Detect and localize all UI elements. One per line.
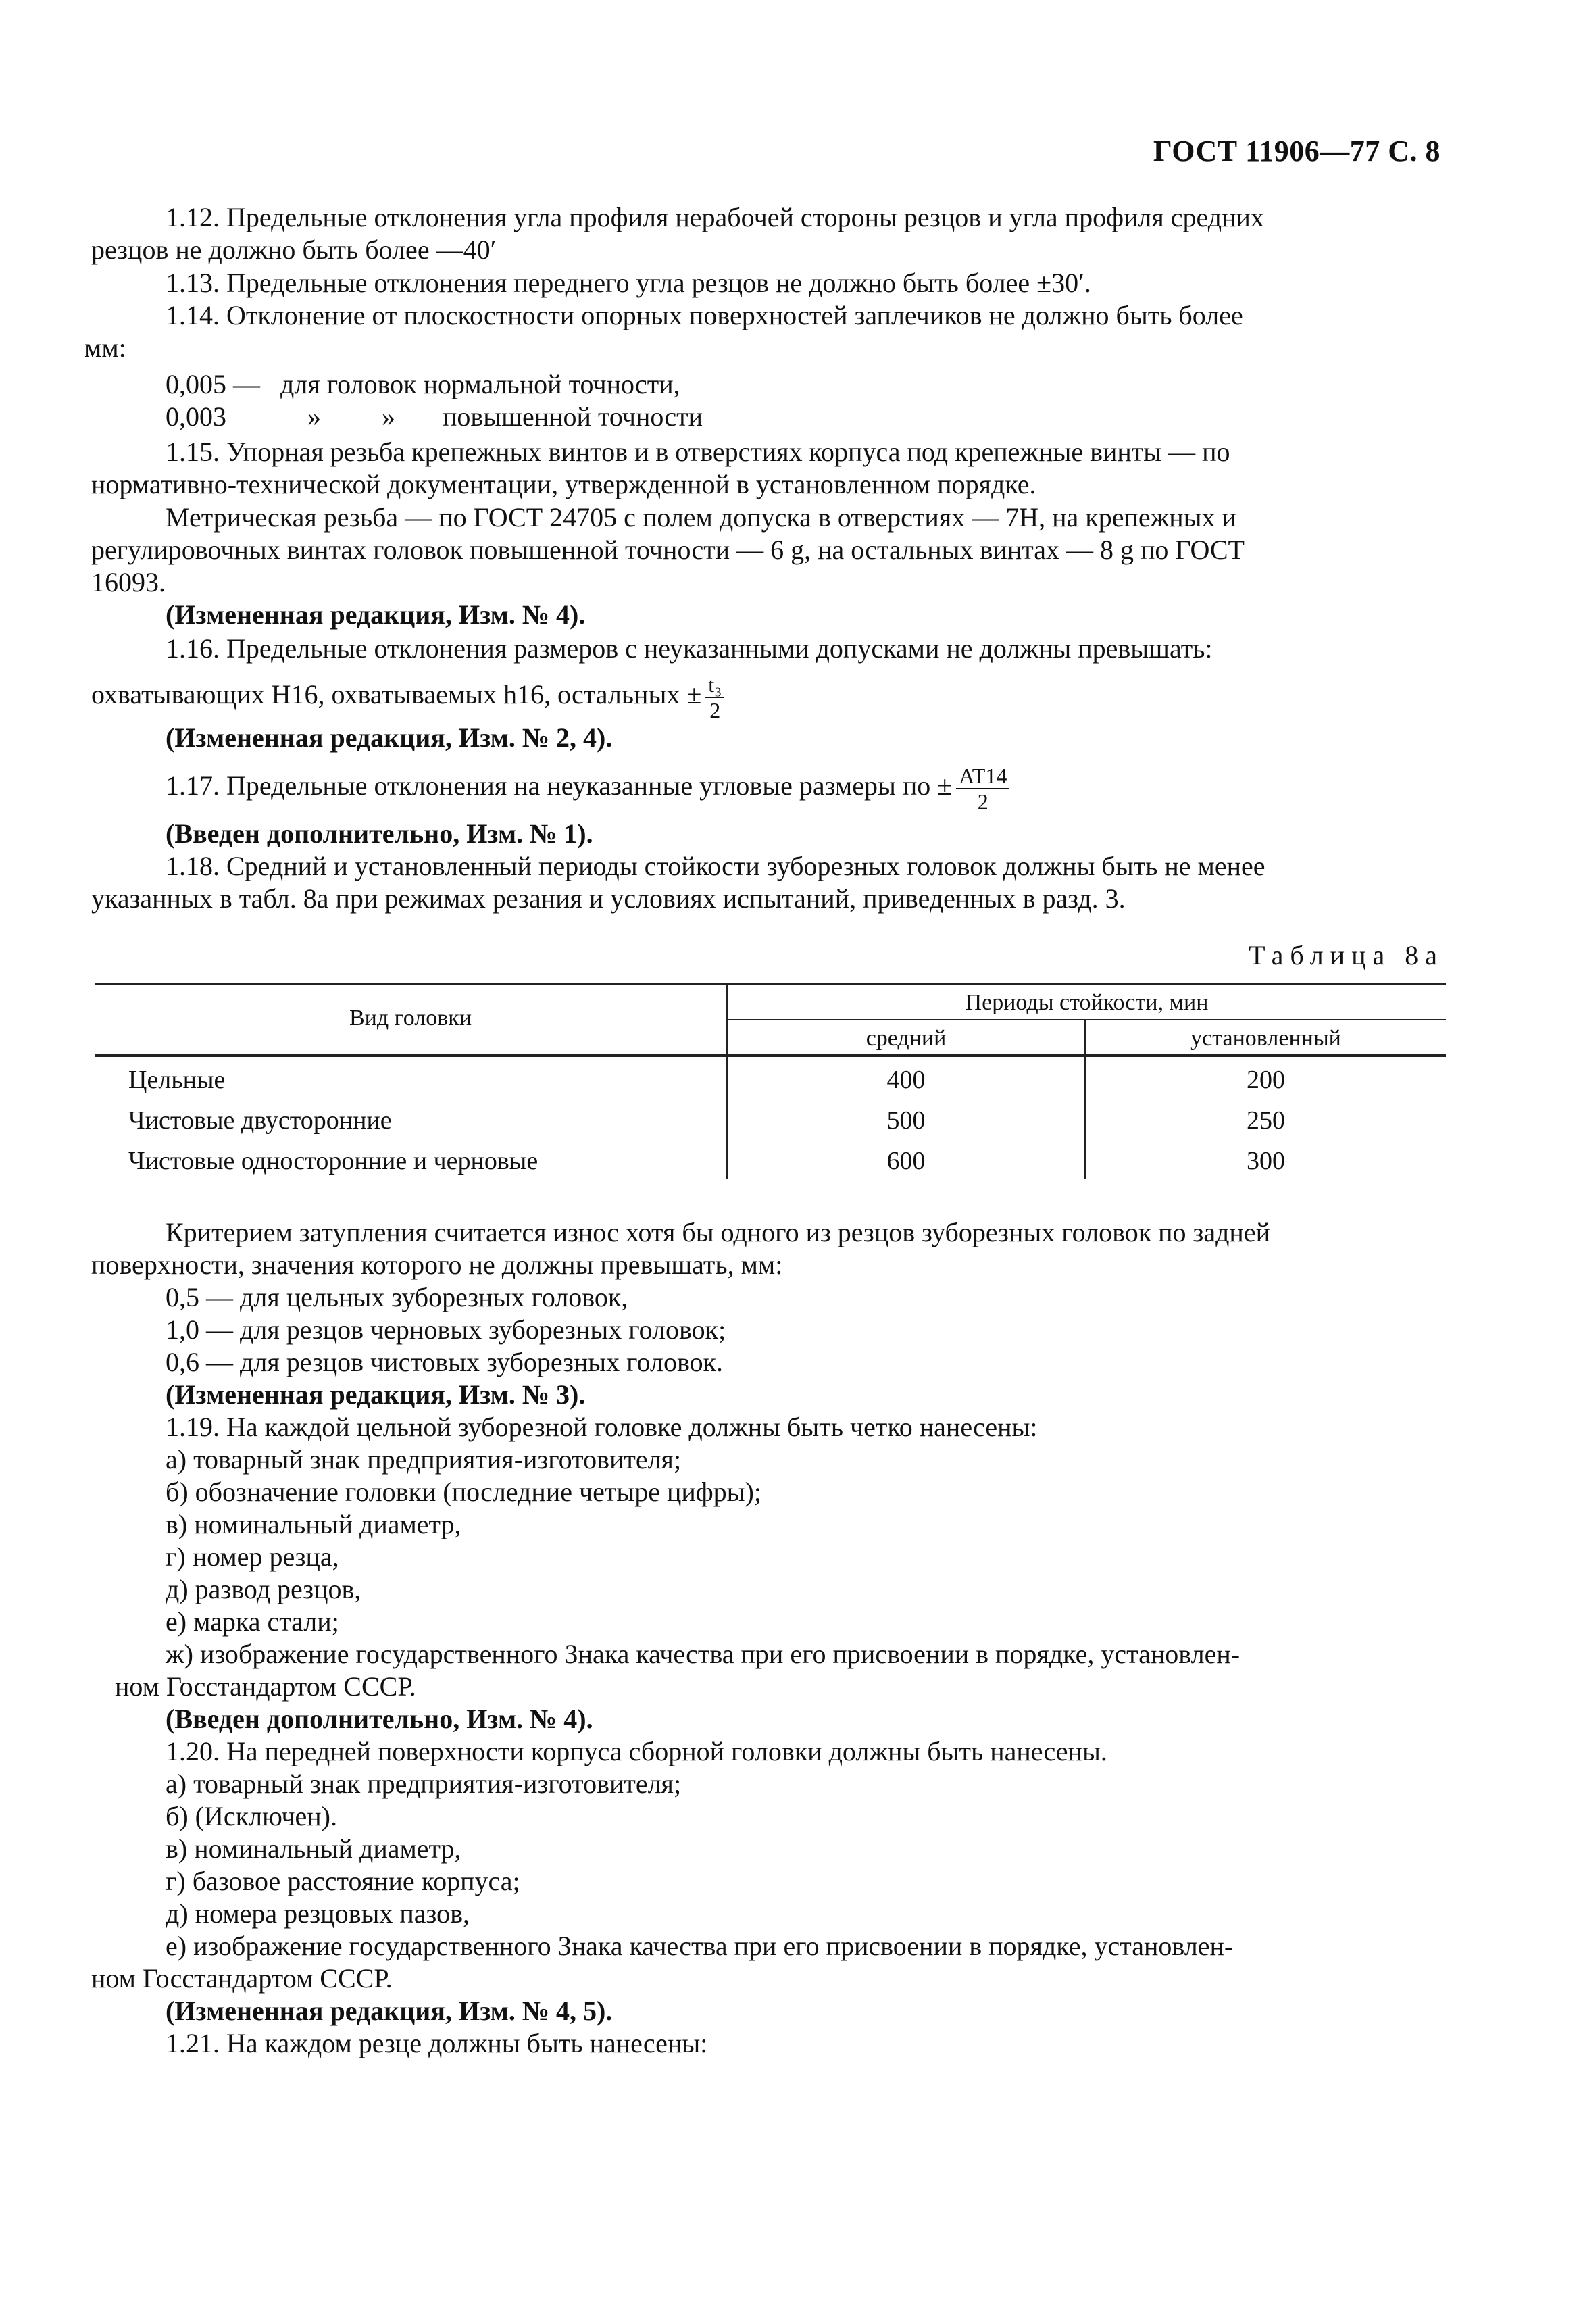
list-item: е) изображение государственного Знака качества при его присвоении в порядке, установлен- — [166, 1931, 1234, 1961]
table-col-head: Вид головки — [349, 1006, 472, 1031]
table-group-head: Периоды стойкости, мин — [965, 990, 1209, 1015]
list-item: а) товарный знак предприятия-изготовителя; — [166, 1769, 682, 1799]
list-item: в) номинальный диаметр, — [166, 1833, 461, 1864]
list-item-cont: ном Госстандартом СССР. — [91, 1963, 393, 1994]
para-1-14-line1: 1.14. Отклонение от плоскостности опорных поверхностей заплечиков не должно быть более — [166, 300, 1243, 330]
para-wear-line2: поверхности, значения которого не должны превышать, мм: — [91, 1250, 783, 1280]
fraction-denominator: 2 — [977, 789, 988, 814]
amendment-note: (Измененная редакция, Изм. № 3). — [166, 1379, 586, 1410]
para-1-15-line2: нормативно-технической документации, утвержденной в установленном порядке. — [91, 469, 1036, 499]
list-item: д) развод резцов, — [166, 1574, 361, 1604]
para-1-17 — [166, 764, 1009, 814]
table-header-rule — [95, 1054, 1446, 1057]
table-caption: Таблица 8а — [1249, 940, 1444, 970]
list-item: д) номера резцовых пазов, — [166, 1898, 470, 1929]
para-metric-line2: регулировочных винтах головок повышенной точности — 6 g, на остальных винтах — 8 g по ГОСТ — [91, 535, 1245, 565]
para-1-14-b-quote1: » — [307, 401, 321, 432]
fraction-denominator: 2 — [709, 698, 721, 722]
list-item: б) обозначение головки (последние четыре цифры); — [166, 1477, 761, 1507]
table-sub-head-set: установленный — [1190, 1026, 1341, 1051]
amendment-note: (Измененная редакция, Изм. № 2, 4). — [166, 722, 613, 753]
para-1-14-b-quote2: » — [382, 401, 395, 432]
para-1-14-line2: мм: — [84, 332, 126, 363]
table-top-rule — [95, 983, 1446, 985]
fraction-numerator: t₃ — [705, 672, 724, 698]
wear-item: 1,0 — для резцов черновых зуборезных головок; — [166, 1314, 726, 1345]
para-metric-line1: Метрическая резьба — по ГОСТ 24705 с полем допуска в отверстиях — 7Н, на крепежных и — [166, 502, 1236, 533]
amendment-note: (Измененная редакция, Изм. № 4, 5). — [166, 1996, 613, 2026]
para-1-15-line1: 1.15. Упорная резьба крепежных винтов и в отверстиях корпуса под крепежные винты — по — [166, 437, 1230, 467]
para-1-18-line2: указанных в табл. 8а при режимах резания и условиях испытаний, приведенных в разд. 3. — [91, 883, 1126, 914]
wear-item: 0,5 — для цельных зуборезных головок, — [166, 1282, 628, 1312]
list-item: г) базовое расстояние корпуса; — [166, 1866, 520, 1896]
para-1-19: 1.19. На каждой цельной зуборезной головке должны быть четко нанесены: — [166, 1412, 1038, 1442]
para-1-14-a-value: 0,005 — — [166, 369, 260, 399]
list-item: е) марка стали; — [166, 1606, 339, 1637]
amendment-note: (Введен дополнительно, Изм. № 1). — [166, 818, 593, 849]
para-1-21: 1.21. На каждом резце должны быть нанесены: — [166, 2028, 708, 2058]
para-1-16-line2-text: охватывающих Н16, охватываемых h16, остальных ± — [91, 679, 702, 710]
table-cell-avg: 400 — [886, 1066, 926, 1094]
table-cell-avg: 500 — [886, 1106, 926, 1135]
amendment-note: (Введен дополнительно, Изм. № 4). — [166, 1704, 593, 1734]
fraction-numerator: AT14 — [956, 764, 1009, 789]
para-1-17-text: 1.17. Предельные отклонения на неуказанные угловые размеры по ± — [166, 770, 953, 801]
fraction-t3-over-2 — [705, 672, 724, 722]
list-item: б) (Исключен). — [166, 1801, 337, 1831]
para-1-16-line1: 1.16. Предельные отклонения размеров с неуказанными допусками не должны превышать: — [166, 633, 1213, 664]
para-1-20: 1.20. На передней поверхности корпуса сборной головки должны быть нанесены. — [166, 1736, 1107, 1766]
para-1-16-line2 — [91, 672, 724, 722]
para-wear-line1: Критерием затупления считается износ хотя бы одного из резцов зуборезных головок по задней — [166, 1217, 1270, 1247]
para-1-14-a-text: для головок нормальной точности, — [280, 369, 680, 399]
list-item: ж) изображение государственного Знака качества при его присвоении в порядке, установлен- — [166, 1639, 1240, 1669]
table-sub-head-avg: средний — [866, 1026, 947, 1051]
table-cell-set: 250 — [1247, 1106, 1285, 1135]
list-item-cont: ном Госстандартом СССР. — [115, 1671, 416, 1702]
para-1-18-line1: 1.18. Средний и установленный периоды стойкости зуборезных головок должны быть не менее — [166, 851, 1265, 881]
wear-item: 0,6 — для резцов чистовых зуборезных головок. — [166, 1347, 724, 1377]
list-item: в) номинальный диаметр, — [166, 1509, 461, 1539]
para-1-12-line2: резцов не должно быть более —40′ — [91, 234, 497, 265]
page-header: ГОСТ 11906—77 С. 8 — [1153, 134, 1440, 168]
table-cell-avg: 600 — [886, 1147, 926, 1175]
fraction-at14-over-2 — [956, 764, 1009, 814]
para-metric-line3: 16093. — [91, 567, 166, 597]
table-row-name: Цельные — [128, 1066, 226, 1094]
table-row-name: Чистовые односторонние и черновые — [128, 1147, 538, 1175]
list-item: г) номер резца, — [166, 1541, 339, 1572]
table-row-name: Чистовые двусторонние — [128, 1106, 392, 1135]
para-1-12-line1: 1.12. Предельные отклонения угла профиля нерабочей стороны резцов и угла профиля средних — [166, 202, 1264, 232]
list-item: а) товарный знак предприятия-изготовителя; — [166, 1444, 682, 1475]
table-cell-set: 300 — [1247, 1147, 1285, 1175]
table-cell-set: 200 — [1247, 1066, 1285, 1094]
para-1-13: 1.13. Предельные отклонения переднего угла резцов не должно быть более ±30′. — [166, 268, 1091, 298]
para-1-14-b-value: 0,003 — [166, 401, 226, 432]
amendment-note: (Измененная редакция, Изм. № 4). — [166, 599, 586, 630]
para-1-14-b-text: повышенной точности — [443, 401, 703, 432]
table-group-rule — [728, 1019, 1446, 1020]
